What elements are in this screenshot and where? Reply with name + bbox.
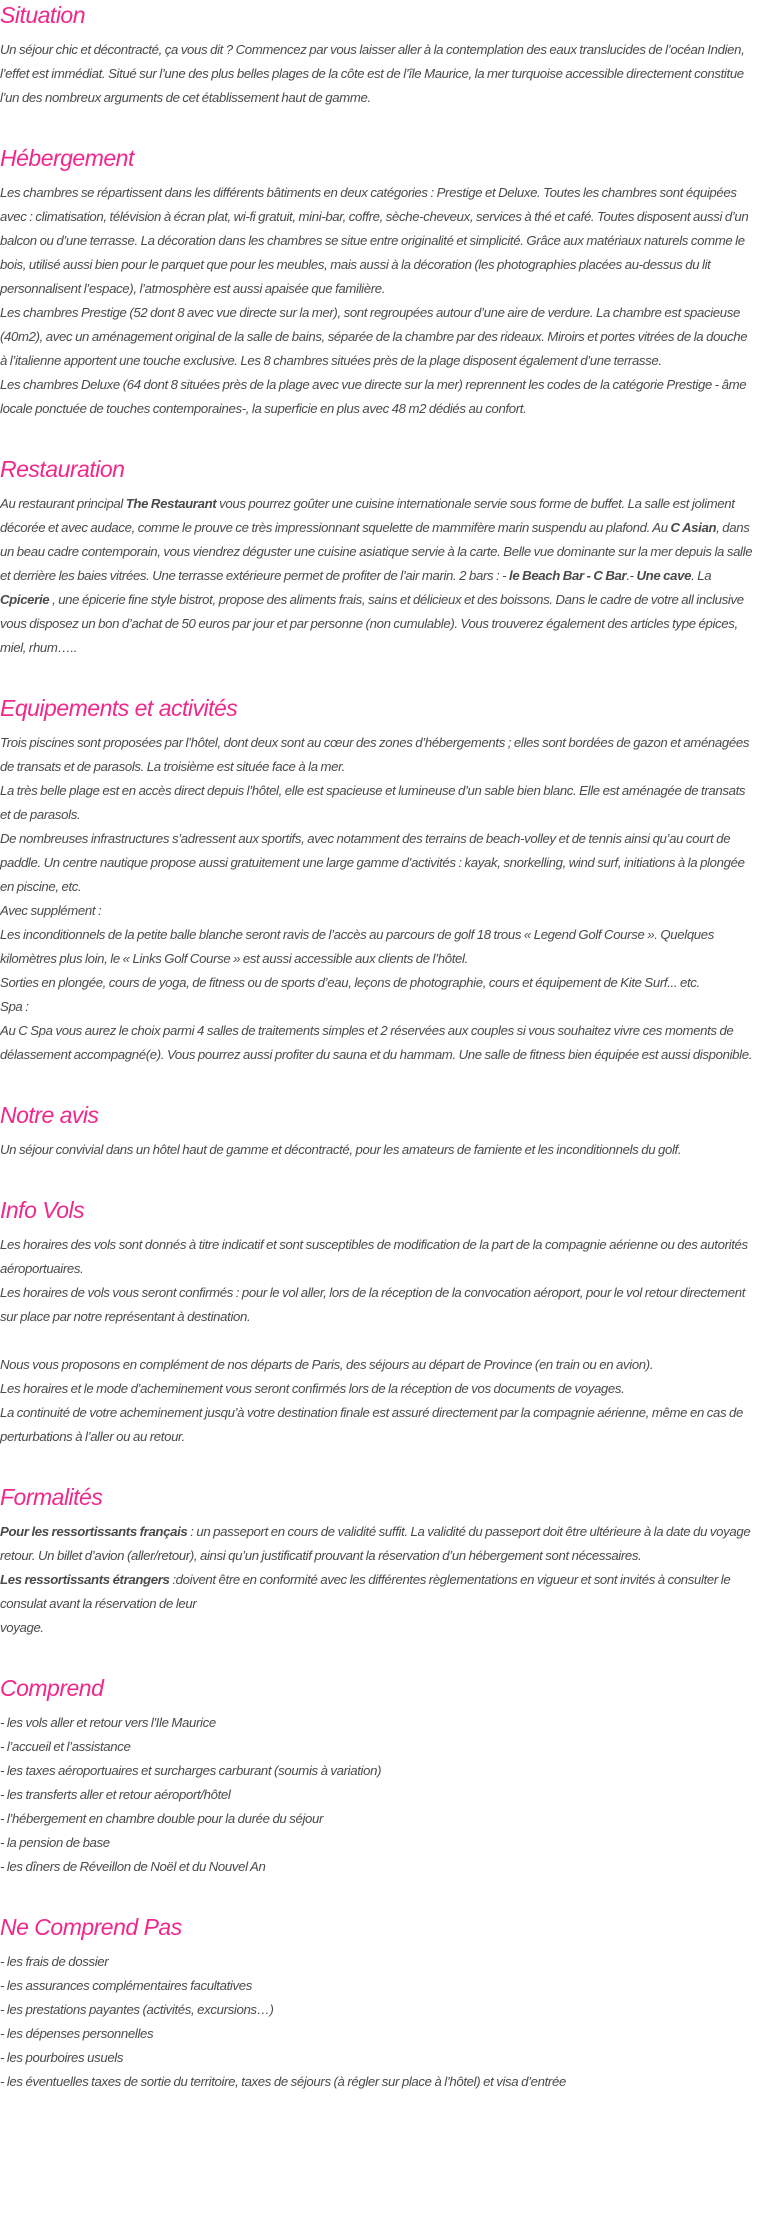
situation-text: Un séjour chic et décontracté, ça vous dit ? Commencez par vous laisser aller à la contemplation des eaux translucides de l’océan Indien, l’effet est immédiat. Situé sur l’une des plus belles plages de la côte est de l’île Maurice, la mer turquoise accessible directement constitue l’un des nombreux arguments de cet établissement haut de gamme.	[0, 42, 745, 105]
text-run: .-	[626, 568, 637, 583]
text-run: : un passeport en cours de validité suffit. La validité du passeport doit être ultérieure à la date du voyage retour. Un billet d’avion (aller/retour), ainsi qu’un justificatif prouvant la réservation d’un hébergement sont nécessaires.	[0, 1524, 751, 1563]
vols-paragraph: Les horaires et le mode d’acheminement vous seront confirmés lors de la réception de vos documents de voyages.	[0, 1381, 625, 1396]
ne-comprend-pas-list	[0, 1950, 756, 2094]
cave-name: Une cave	[636, 568, 692, 583]
formalites-francais	[0, 1520, 756, 1568]
restaurant-name: C Asian	[670, 520, 717, 535]
text-run: , une épicerie fine style bistrot, propose des aliments frais, sains et délicieux et des boissons. Dans le cadre de votre all inclusive vous disposez un bon d’achat de 50 euros par jour et par personne (non cumulable). Vous trouverez également des articles type épices, miel, rhum…..	[0, 592, 744, 655]
equipements-line: Les inconditionnels de la petite balle blanche seront ravis de l’accès au parcours de golf 18 trous « Legend Golf Course ». Quelques kilomètres plus loin, le « Links Golf Course » est aussi accessible aux clients de l’hôtel.	[0, 927, 715, 966]
list-item: - les taxes aéroportuaires et surcharges carburant (soumis à variation)	[0, 1763, 382, 1778]
section-title-avis: Notre avis	[0, 1102, 99, 1128]
section-title-ne-comprend-pas: Ne Comprend Pas	[0, 1914, 182, 1940]
hebergement-paragraph: Les chambres Prestige (52 dont 8 avec vue directe sur la mer), sont regroupées autour d’une aire de verdure. La chambre est spacieuse (40m2), avec un aménagement original de la salle de bains, séparée de la chambre par des rideaux. Miroirs et portes vitrées de la douche à l’italienne apportent une touche exclusive. Les 8 chambres situées près de la plage disposent également d’une terrasse.	[0, 305, 748, 368]
text-run: Au restaurant principal	[0, 496, 126, 511]
equipements-line: Spa :	[0, 999, 29, 1014]
text-run: vous pourrez goûter une cuisine internationale servie sous forme de buffet. La salle est joliment décorée et avec audace, comme le prouve ce très impressionnant squelette de mammifère marin suspendu au plafond. Au	[0, 496, 735, 535]
comprend-list	[0, 1711, 756, 1879]
formalites-etrangers	[0, 1568, 756, 1616]
vols-paragraph: Nous vous proposons en complément de nos départs de Paris, des séjours au départ de Province (en train ou en avion).	[0, 1357, 654, 1372]
equipements-line: De nombreuses infrastructures s’adressent aux sportifs, avec notamment des terrains de beach-volley et de tennis ainsi qu’au court de paddle. Un centre nautique propose aussi gratuitement une large gamme d’activités : kayak, snorkelling, wind surf, initiations à la plongée en piscine, etc.	[0, 831, 745, 894]
section-title-formalites: Formalités	[0, 1484, 103, 1510]
section-title-situation: Situation	[0, 2, 86, 28]
section-avis	[0, 1100, 756, 1162]
list-item: - les pourboires usuels	[0, 2050, 124, 2065]
section-title-vols: Info Vols	[0, 1197, 85, 1223]
list-item: - les frais de dossier	[0, 1954, 109, 1969]
restaurant-name: The Restaurant	[125, 496, 217, 511]
section-ne-comprend-pas	[0, 1912, 756, 2094]
section-title-restauration: Restauration	[0, 456, 125, 482]
section-title-comprend: Comprend	[0, 1675, 104, 1701]
text-run: , dans un beau cadre contemporain, vous viendrez déguster une cuisine asiatique servie à la carte. Belle vue dominante sur la mer depuis la salle et derrière les baies vitrées. Une terrasse extérieure permet de profiter de l’air marin. 2 bars : -	[0, 520, 753, 583]
formalites-voyage: voyage.	[0, 1620, 44, 1635]
section-comprend	[0, 1673, 756, 1879]
list-item: - l’accueil et l’assistance	[0, 1739, 131, 1754]
list-item: - les prestations payantes (activités, excursions…)	[0, 2002, 274, 2017]
label-francais: Pour les ressortissants français	[0, 1524, 188, 1539]
text-run: . La	[691, 568, 712, 583]
equipements-line: Sorties en plongée, cours de yoga, de fitness ou de sports d’eau, leçons de photographie, cours et équipement de Kite Surf... etc.	[0, 975, 700, 990]
list-item: - les assurances complémentaires facultatives	[0, 1978, 252, 1993]
vols-paragraph: Les horaires de vols vous seront confirmés : pour le vol aller, lors de la réception de la convocation aéroport, pour le vol retour directement sur place par notre représentant à destination.	[0, 1285, 746, 1324]
section-formalites	[0, 1482, 756, 1640]
section-situation	[0, 0, 756, 110]
list-item: - les vols aller et retour vers l'Ile Maurice	[0, 1715, 216, 1730]
list-item: - la pension de base	[0, 1835, 110, 1850]
equipements-line: La très belle plage est en accès direct depuis l’hôtel, elle est spacieuse et lumineuse d’un sable bien blanc. Elle est aménagée de transats et de parasols.	[0, 783, 746, 822]
label-etrangers: Les ressortissants étrangers	[0, 1572, 170, 1587]
section-vols	[0, 1195, 756, 1449]
list-item: - les dépenses personnelles	[0, 2026, 154, 2041]
section-hebergement	[0, 143, 756, 421]
restauration-text	[0, 492, 756, 660]
section-title-equipements: Equipements et activités	[0, 695, 238, 721]
equipements-line: Avec supplément :	[0, 903, 102, 918]
list-item: - les transferts aller et retour aéroport/hôtel	[0, 1787, 231, 1802]
section-restauration	[0, 454, 756, 660]
epicerie-name: Cpicerie	[0, 592, 50, 607]
vols-paragraph: La continuité de votre acheminement jusqu’à votre destination finale est assuré directement par la compagnie aérienne, même en cas de perturbations à l’aller ou au retour.	[0, 1405, 743, 1444]
hebergement-paragraph: Les chambres Deluxe (64 dont 8 situées près de la plage avec vue directe sur la mer) reprennent les codes de la catégorie Prestige - âme locale ponctuée de touches contemporaines-, la superficie en plus avec 48 m2 dédiés au confort.	[0, 377, 747, 416]
text-run: :doivent être en conformité avec les différentes règlementations en vigueur et sont invités à consulter le consulat avant la réservation de leur	[0, 1572, 731, 1611]
list-item: - les dîners de Réveillon de Noël et du Nouvel An	[0, 1859, 266, 1874]
equipements-line: Au C Spa vous aurez le choix parmi 4 salles de traitements simples et 2 réservées aux couples si vous souhaitez vivre ces moments de délassement accompagné(e). Vous pourrez aussi profiter du sauna et du hammam. Une salle de fitness bien équipée est aussi disponible.	[0, 1023, 753, 1062]
section-title-hebergement: Hébergement	[0, 145, 134, 171]
list-item: - l’hébergement en chambre double pour la durée du séjour	[0, 1811, 324, 1826]
section-equipements	[0, 693, 756, 1067]
bar-name: le Beach Bar - C Bar	[509, 568, 627, 583]
avis-text: Un séjour convivial dans un hôtel haut de gamme et décontracté, pour les amateurs de farniente et les inconditionnels du golf.	[0, 1142, 682, 1157]
list-item: - les éventuelles taxes de sortie du territoire, taxes de séjours (à régler sur place à l’hôtel) et visa d’entrée	[0, 2074, 566, 2089]
vols-paragraph: Les horaires des vols sont donnés à titre indicatif et sont susceptibles de modification de la part de la compagnie aérienne ou des autorités aéroportuaires.	[0, 1237, 748, 1276]
equipements-line: Trois piscines sont proposées par l’hôtel, dont deux sont au cœur des zones d’hébergements ; elles sont bordées de gazon et aménagées de transats et de parasols. La troisième est située face à la mer.	[0, 735, 750, 774]
hebergement-paragraph: Les chambres se répartissent dans les différents bâtiments en deux catégories : Prestige et Deluxe. Toutes les chambres sont équipées avec : climatisation, télévision à écran plat, wi-fi gratuit, mini-bar, coffre, sèche-cheveux, services à thé et café. Toutes disposent aussi d’un balcon ou d’une terrasse. La décoration dans les chambres se situe entre originalité et simplicité. Grâce aux matériaux naturels comme le bois, utilisé aussi bien pour le parquet que pour les meubles, mais aussi à la décoration (les photographies placées au-dessus du lit personnalisent l’espace), l’atmosphère est aussi apaisée que familière.	[0, 185, 749, 296]
